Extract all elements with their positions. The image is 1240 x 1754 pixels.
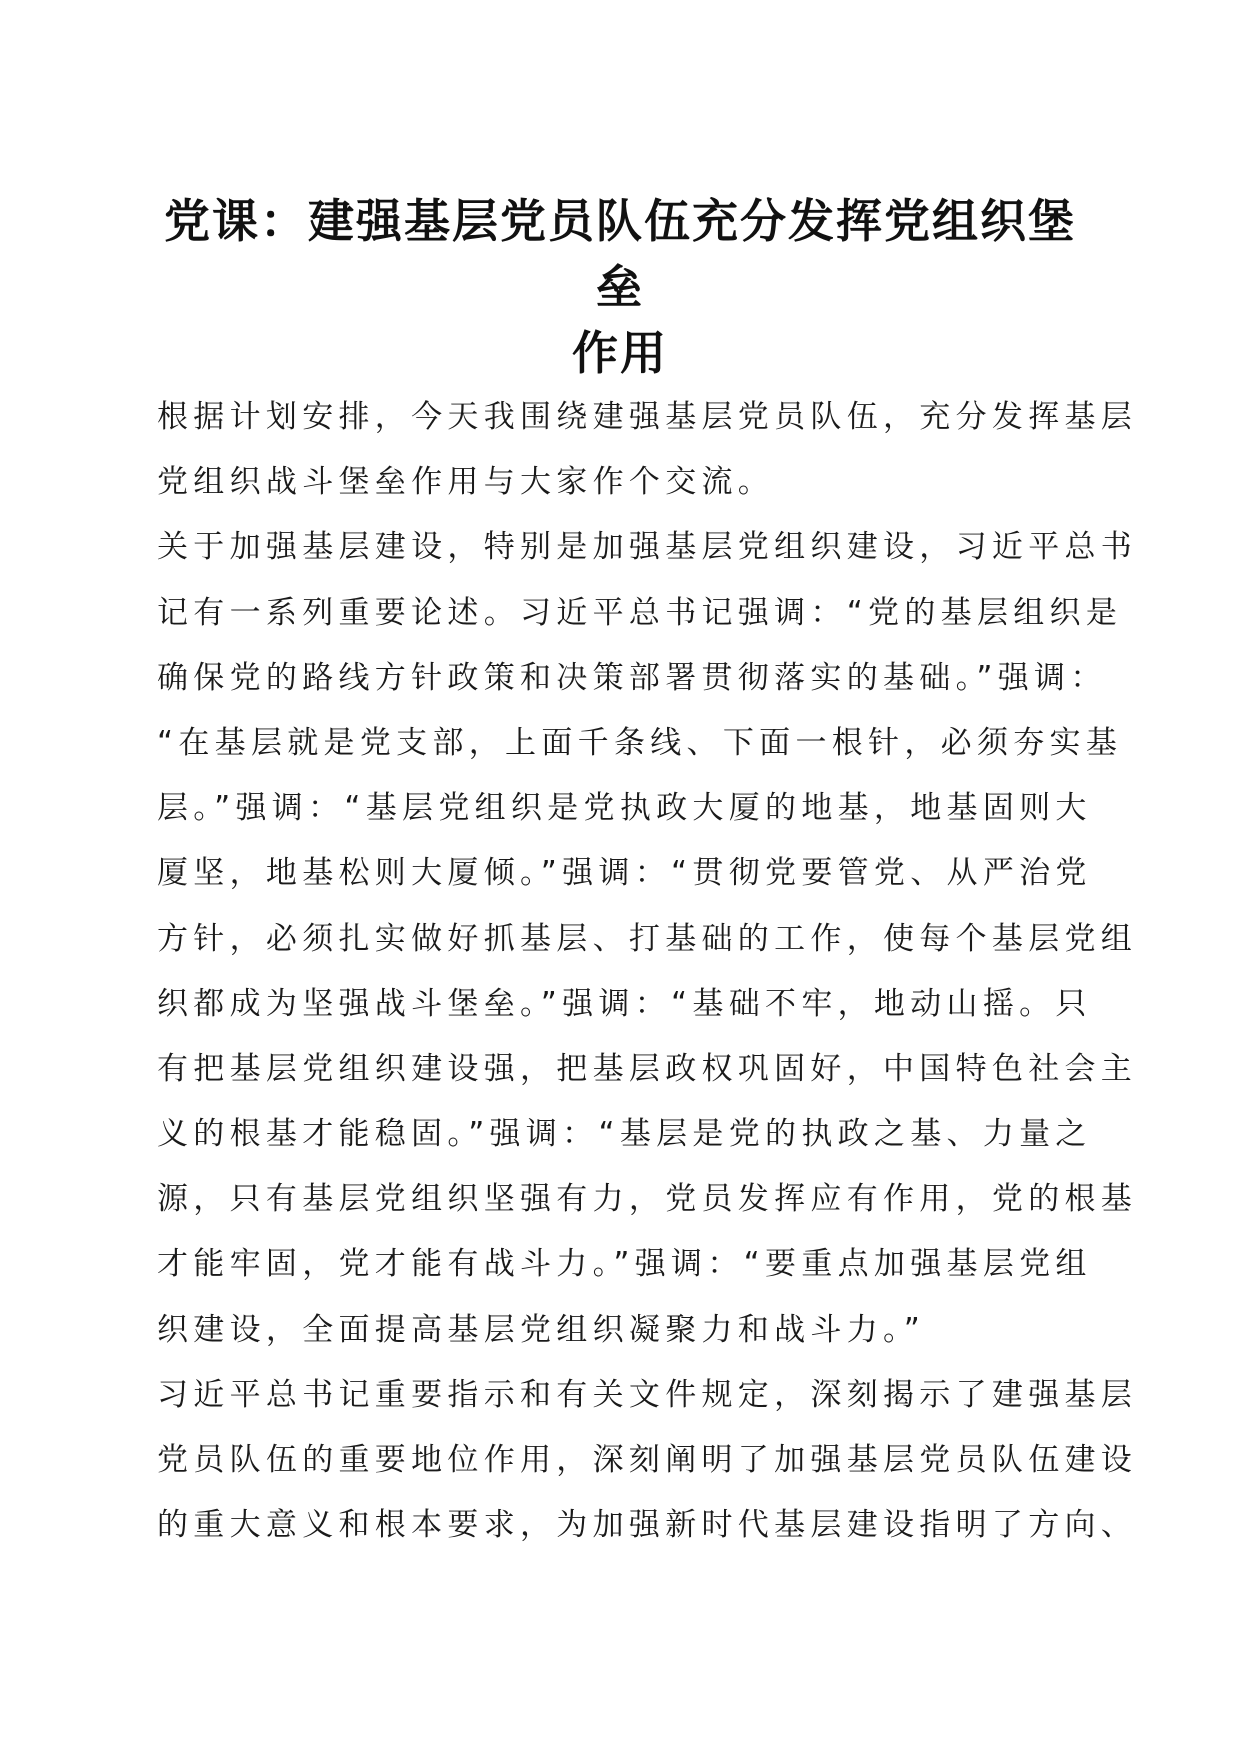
body-line: 有把基层党组织建设强，把基层政权巩固好，中国特色社会主 <box>157 1050 1138 1087</box>
body-line: 义的根基才能稳固。”强调：“基层是党的执政之基、力量之 <box>157 1116 1092 1153</box>
body-line: 源，只有基层党组织坚强有力，党员发挥应有作用，党的根基 <box>157 1181 1138 1218</box>
body-line: “在基层就是党支部，上面千条线、下面一根针，必须夯实基 <box>157 724 1123 761</box>
body-line: 的重大意义和根本要求，为加强新时代基层建设指明了方向、 <box>157 1507 1138 1544</box>
body-line: 根据计划安排，今天我围绕建强基层党员队伍，充分发挥基层 <box>157 399 1138 435</box>
body-text <box>157 385 1138 1558</box>
body-line: 才能牢固，党才能有战斗力。”强调：“要重点加强基层党组 <box>157 1246 1092 1283</box>
body-line: 记有一系列重要论述。习近平总书记强调：“党的基层组织是 <box>157 594 1123 631</box>
title-line: 党课：建强基层党员队伍充分发挥党组织堡垒 <box>164 194 1076 314</box>
body-line: 习近平总书记重要指示和有关文件规定，深刻揭示了建强基层 <box>157 1376 1138 1413</box>
body-line: 关于加强基层建设，特别是加强基层党组织建设，习近平总书 <box>157 529 1138 566</box>
title-line: 作用 <box>572 326 668 380</box>
body-line: 确保党的路线方针政策和决策部署贯彻落实的基础。”强调： <box>157 659 1107 696</box>
body-line: 织都成为坚强战斗堡垒。”强调：“基础不牢，地动山摇。只 <box>157 985 1092 1022</box>
body-line: 织建设，全面提高基层党组织凝聚力和战斗力。” <box>157 1311 926 1348</box>
body-line: 党员队伍的重要地位作用，深刻阐明了加强基层党员队伍建设 <box>157 1442 1138 1478</box>
body-line: 厦坚，地基松则大厦倾。”强调：“贯彻党要管党、从严治党 <box>157 855 1092 892</box>
body-line: 层。”强调：“基层党组织是党执政大厦的地基，地基固则大 <box>157 790 1092 827</box>
body-line: 党组织战斗堡垒作用与大家作个交流。 <box>157 464 775 501</box>
body-line: 方针，必须扎实做好抓基层、打基础的工作，使每个基层党组 <box>157 920 1138 957</box>
page-title <box>150 188 1090 386</box>
